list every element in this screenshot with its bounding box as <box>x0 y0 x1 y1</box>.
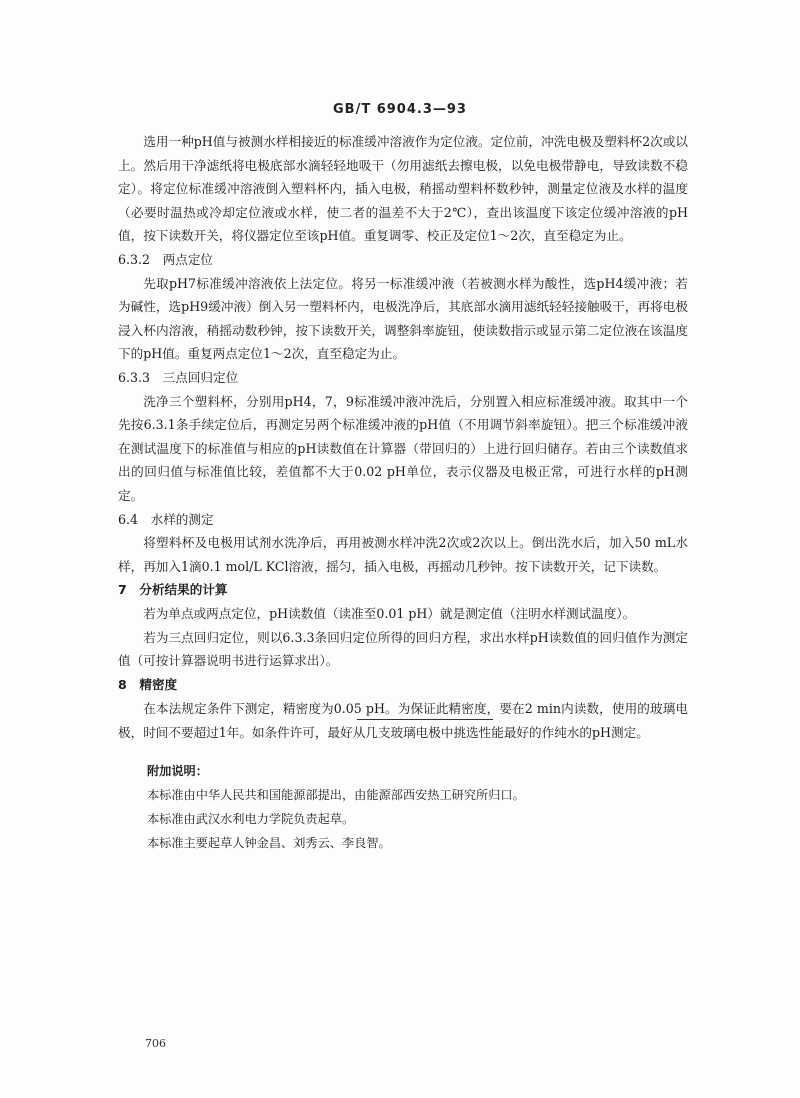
section-6-3-3-paragraph: 洗净三个塑料杯，分别用pH4，7，9标准缓冲液冲洗后，分别置入相应标准缓冲液。取其中一个先按6.3.1条手续定位后，再测定另两个标准缓冲液的pH值（不用调节斜率旋钮）。把三个标准缓冲液在测试温度下的标准值与相应的pH读数值在计算器（带回归的）上进行回归储存。若由三个读数值求出的回归值与标准值比较，差值都不大于0.02 pH单位，表示仪器及电极正常，可进行水样的pH测定。 <box>118 393 688 503</box>
notes-line-proposer: 本标准由中华人民共和国能源部提出，由能源部西安热工研究所归口。 <box>147 788 525 802</box>
end-divider-line <box>357 719 493 720</box>
section-7-heading: 7 分析结果的计算 <box>118 582 228 598</box>
section-8-heading: 8 精密度 <box>118 677 178 693</box>
notes-line-authors: 本标准主要起草人钟金昌、刘秀云、李良智。 <box>147 836 391 850</box>
section-8-paragraph: 在本法规定条件下测定，精密度为0.05 pH。为保证此精密度，要在2 min内读数，使用的玻璃电极，时间不要超过1年。如条件许可，最好从几支玻璃电极中挑选性能最好的作纯水的pH测定。 <box>118 701 688 740</box>
running-header: GB/T 6904.3—93 <box>333 102 467 117</box>
section-7-paragraph-2: 若为三点回归定位，则以6.3.3条回归定位所得的回归方程，求出水样pH读数值的回归值作为测定值（可按计算器说明书进行运算求出）。 <box>118 629 688 669</box>
notes-line-drafter: 本标准由武汉水利电力学院负责起草。 <box>147 812 355 826</box>
additional-notes <box>147 759 707 855</box>
page-number: 706 <box>145 1037 166 1050</box>
section-6-3-2-heading: 6.3.2 两点定位 <box>118 251 214 267</box>
section-6-4-heading: 6.4 水样的测定 <box>118 511 214 527</box>
section-6-4-paragraph: 将塑料杯及电极用试剂水洗净后，再用被测水样冲洗2次或2次以上。倒出洗水后，加入50 mL水样，再加入1滴0.1 mol/L KCl溶液，摇匀，插入电极，再摇动几秒钟。按下读数开关，记下读数。 <box>118 535 688 574</box>
intro-paragraph: 选用一种pH值与被测水样相接近的标准缓冲溶液作为定位液。定位前，冲洗电极及塑料杯2次或以上。然后用干净滤纸将电极底部水滴轻轻地吸干（勿用滤纸去擦电极，以免电极带静电，导致读数不稳定）。将定位标准缓冲溶液倒入塑料杯内，插入电极，稍摇动塑料杯数秒钟，测量定位液及水样的温度（必要时温热或冷却定位液或水样，使二者的温差不大于2℃），查出该温度下该定位缓冲溶液的pH值，按下读数开关，将仪器定位至该pH值。重复调零、校正及定位1～2次，直至稳定为止。 <box>118 134 688 244</box>
section-6-3-3-heading: 6.3.3 三点回归定位 <box>118 369 239 385</box>
section-7-paragraph-1: 若为单点或两点定位，pH读数值（读准至0.01 pH）就是测定值（注明水样测试温度）。 <box>143 606 636 622</box>
notes-title: 附加说明： <box>147 764 208 778</box>
main-content <box>118 130 688 744</box>
section-6-3-2-paragraph: 先取pH7标准缓冲溶液依上法定位。将另一标准缓冲液（若被测水样为酸性，选pH4缓冲液；若为碱性，选pH9缓冲液）倒入另一塑料杯内，电极洗净后，其底部水滴用滤纸轻轻接触吸干，再将电极浸入杯内溶液，稍摇动数秒钟，按下读数开关，调整斜率旋钮，使读数指示或显示第二定位液在该温度下的pH值。重复两点定位1～2次，直至稳定为止。 <box>118 275 688 362</box>
